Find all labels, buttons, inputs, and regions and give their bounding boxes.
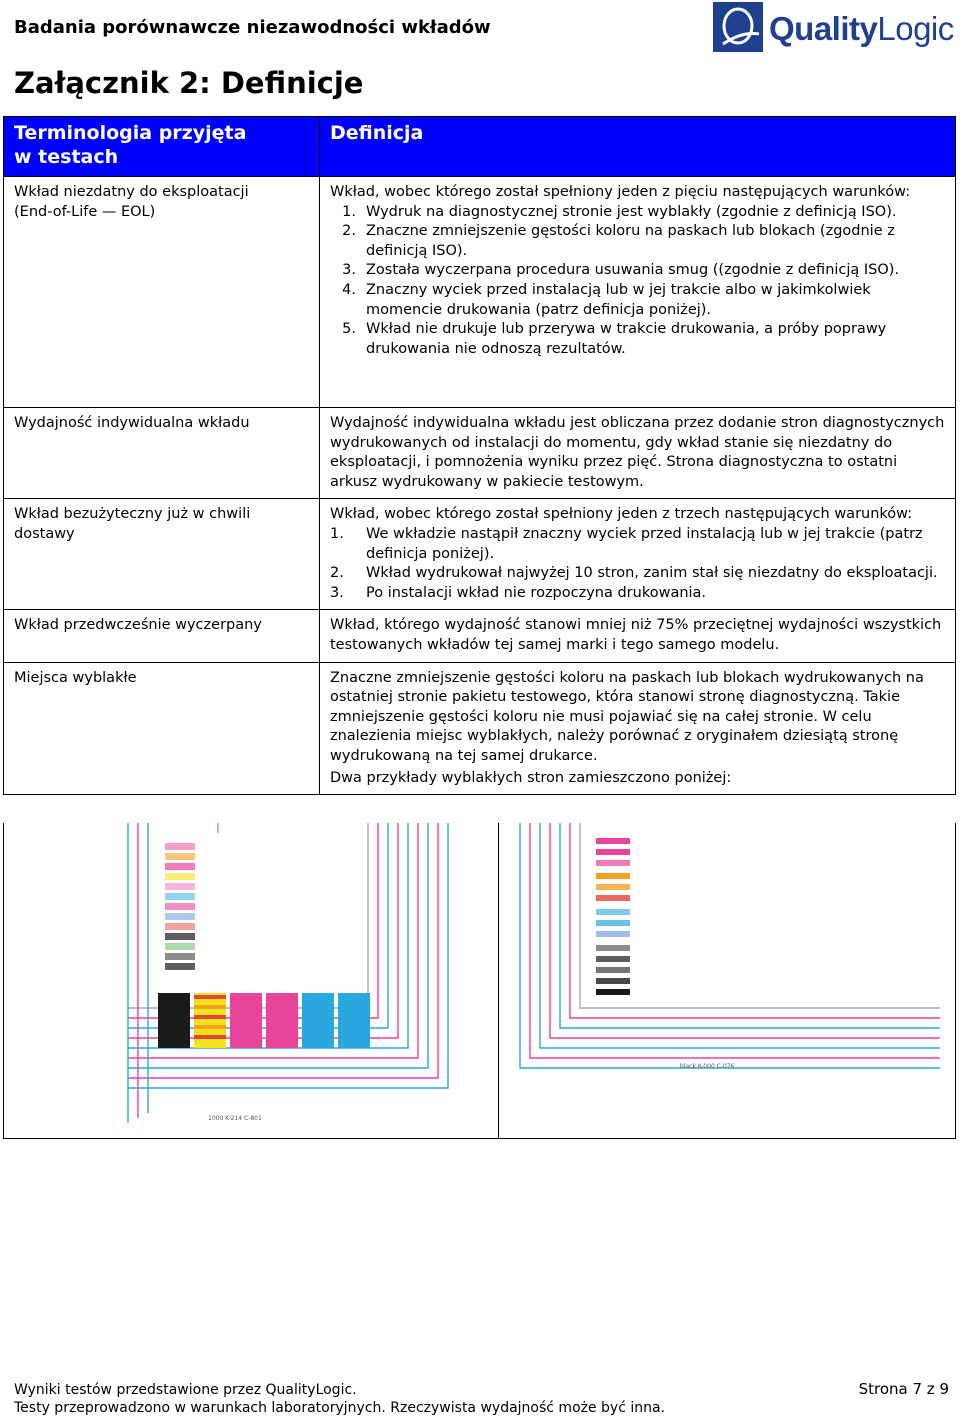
term-cell: Wkład przedwcześnie wyczerpany [4, 610, 320, 662]
faded-page-sample-right [500, 823, 954, 1138]
document-header-title: Badania porównawcze niezawodności wkładów [14, 17, 491, 38]
term-cell: Miejsca wyblakłe [4, 662, 320, 795]
sample-images-row [3, 823, 956, 1139]
terminology-column-header: Terminologia przyjęta w testach [4, 117, 320, 177]
definition-cell [320, 177, 956, 408]
definition-intro: Wkład, wobec którego został spełniony jeden z pięciu następujących warunków: [330, 184, 911, 200]
table-row [4, 499, 956, 610]
definition-cell: Wydajność indywidualna wkładu jest obliczana przez dodanie stron diagnostycznych wydrukowanych od instalacji do momentu, gdy wkład stanie się niezdatny do eksploatacji, i pomnożenia wyniku przez pięć. Strona diagnostyczna to ostatni arkusz wydrukowany w pakiecie testowym. [320, 408, 956, 499]
list-item: 4. Znaczny wyciek przed instalacją lub w jej trakcie albo w jakimkolwiek momencie drukowania (patrz definicja poniżej). [342, 281, 871, 318]
definition-column-header: Definicja [320, 117, 956, 177]
qualitylogic-logo [713, 2, 954, 52]
table-row [4, 408, 956, 499]
list-item: 2. Wkład wydrukował najwyżej 10 stron, zanim stał się niezdatny do eksploatacji. [330, 565, 938, 582]
conditions-list [330, 525, 945, 603]
term-cell: Wkład niezdatny do eksploatacji (End-of-Life — EOL) [4, 177, 320, 408]
term-cell: Wydajność indywidualna wkładu [4, 408, 320, 499]
table-row [4, 177, 956, 408]
left-sample-caption: 1000 K-214 C-801 [208, 1115, 262, 1122]
definitions-table [3, 116, 956, 795]
list-item: 5. Wkład nie drukuje lub przerywa w trakcie drukowania, a próby poprawy drukowania nie odnoszą rezultatów. [342, 321, 887, 357]
list-item: 1. We wkładzie nastąpił znaczny wyciek przed instalacją lub w jej trakcie (patrz definicja poniżej). [330, 525, 923, 562]
right-sample-caption: black K-000 C-076 [680, 1063, 735, 1070]
table-row [4, 662, 956, 795]
list-item: 3. Po instalacji wkład nie rozpoczyna drukowania. [330, 584, 707, 601]
qualitylogic-logo-mark-icon [713, 2, 763, 52]
page-number: Strona 7 z 9 [858, 1380, 949, 1398]
definition-cell: Znaczne zmniejszenie gęstości koloru na paskach lub blokach wydrukowanych na ostatniej stronie pakietu testowego, która stanowi stronę diagnostyczną. Takie zmniejszenie gęstości koloru nie musi pojawiać się na całej stronie. W celu znalezienia miejsc wyblakłych, należy porównać z oryginałem dziesiątą stronę wydrukowaną na tej samej drukarce. Dwa przykłady wyblakłych stron zamieszczono poniżej: [320, 662, 956, 795]
sample-divider [498, 823, 499, 1138]
table-header-row [4, 117, 956, 177]
definition-intro: Wkład, wobec którego został spełniony jeden z trzech następujących warunków: [330, 506, 913, 523]
list-item: 3. Została wyczerpana procedura usuwania smug ((zgodnie z definicją ISO). [342, 262, 900, 279]
definition-cell: Wkład, którego wydajność stanowi mniej niż 75% przeciętnej wydajności wszystkich testowanych wkładów tej samej marki i tego samego modelu. [320, 610, 956, 662]
logo-wordmark: QualityLogic [769, 10, 954, 47]
footer-disclaimer: Wyniki testów przedstawione przez QualityLogic. Testy przeprowadzono w warunkach laboratoryjnych. Rzeczywista wydajność może być inna. [14, 1382, 666, 1416]
definition-cell [320, 499, 956, 610]
term-cell: Wkład bezużyteczny już w chwili dostawy [4, 499, 320, 610]
page-title: Załącznik 2: Definicje [14, 66, 364, 100]
conditions-list [330, 203, 945, 360]
table-row [4, 610, 956, 662]
list-item: 1. Wydruk na diagnostycznej stronie jest wyblakły (zgodnie z definicją ISO). [342, 203, 897, 220]
examples-intro: Dwa przykłady wyblakłych stron zamieszczono poniżej: [330, 769, 732, 786]
faded-page-sample-left [8, 823, 496, 1138]
list-item: 2. Znaczne zmniejszenie gęstości koloru na paskach lub blokach (zgodnie z definicją ISO). [342, 223, 895, 259]
